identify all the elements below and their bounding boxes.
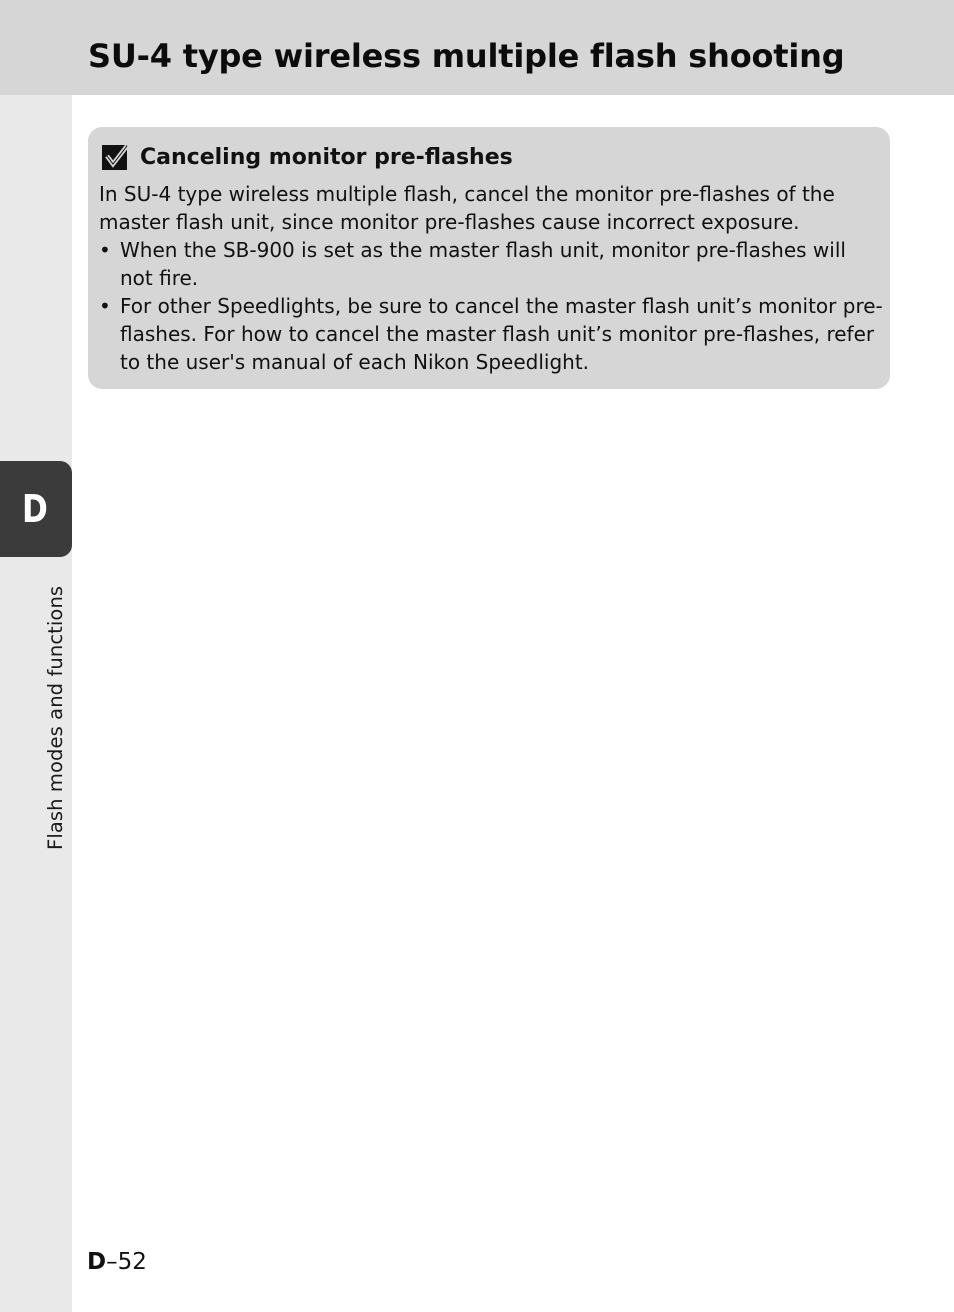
page-title: SU-4 type wireless multiple flash shooting xyxy=(88,37,845,75)
chapter-tab-letter: D xyxy=(22,487,48,531)
list-item-text: When the SB-900 is set as the master flash unit, monitor pre-flashes will not fire. xyxy=(120,238,846,290)
page-number-letter: D xyxy=(87,1249,107,1275)
check-box-icon xyxy=(102,144,129,171)
note-bullet-list xyxy=(99,236,883,376)
note-body: In SU-4 type wireless multiple flash, cancel the monitor pre-flashes of the master flash unit, since monitor pre-flashes cause incorrect exposure. xyxy=(99,182,835,234)
note-title: Canceling monitor pre-flashes xyxy=(140,145,513,170)
chapter-tab xyxy=(0,461,72,557)
bullet-icon: • xyxy=(99,294,111,318)
page-number xyxy=(87,1246,147,1278)
list-item xyxy=(99,292,883,376)
chapter-label: Flash modes and functions xyxy=(44,585,67,850)
page-number-suffix: –52 xyxy=(106,1249,147,1275)
list-item-text: For other Speedlights, be sure to cancel the master flash unit’s monitor pre-flashes. For how to cancel the master flash unit’s monitor pre-flashes, refer to the user's manual of each Nikon Speedlight. xyxy=(120,294,883,374)
note-box xyxy=(88,127,890,389)
bullet-icon: • xyxy=(99,238,111,262)
list-item xyxy=(99,236,883,292)
header-band xyxy=(0,0,954,95)
